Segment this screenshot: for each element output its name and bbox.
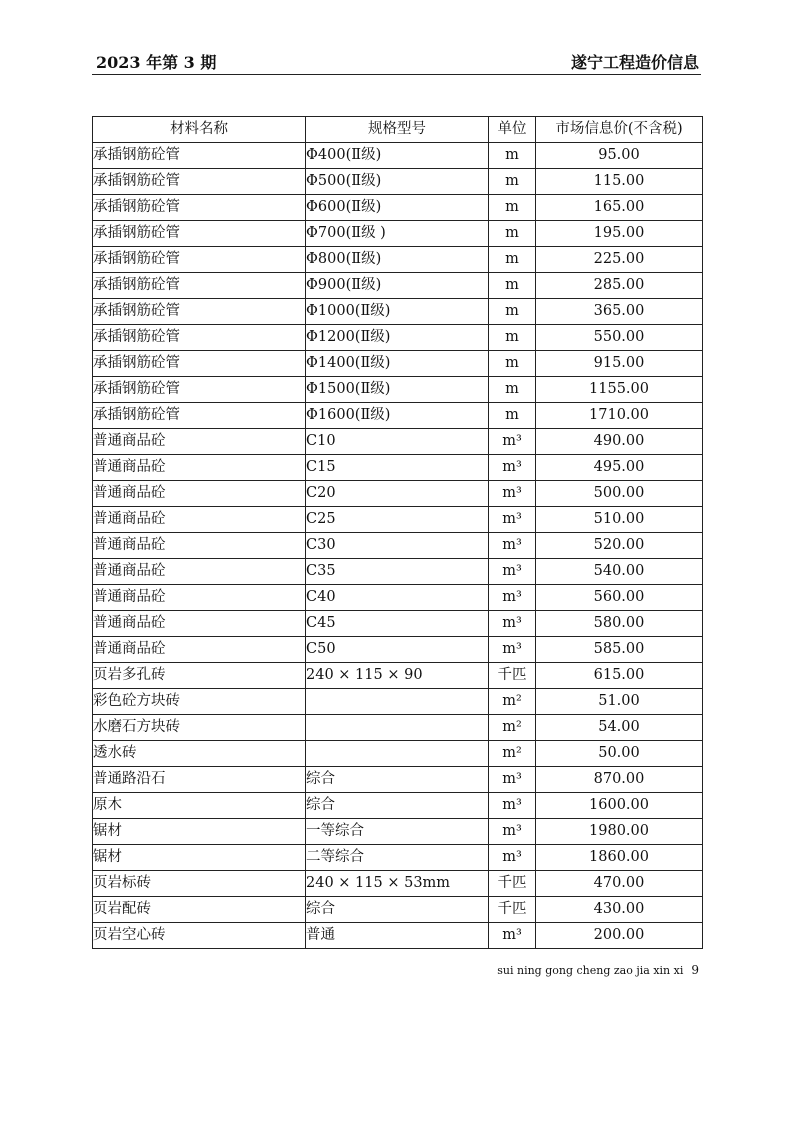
spec-cell: 二等综合 [306,845,489,871]
spec-cell: C30 [306,533,489,559]
spec-cell: Φ900(Ⅱ级) [306,273,489,299]
material-name-cell: 承插钢筋砼管 [93,351,306,377]
material-name-cell: 普通商品砼 [93,429,306,455]
publication-title: 遂宁工程造价信息 [570,53,699,72]
spec-cell: Φ700(Ⅱ级 ) [306,221,489,247]
unit-cell: m² [489,741,536,767]
unit-cell: m [489,299,536,325]
table-row [93,611,703,637]
unit-cell: m [489,403,536,429]
unit-cell: 千匹 [489,663,536,689]
price-cell: 540.00 [536,559,703,585]
price-cell: 365.00 [536,299,703,325]
unit-cell: m³ [489,845,536,871]
spec-cell: Φ1400(Ⅱ级) [306,351,489,377]
table-row [93,715,703,741]
spec-cell [306,741,489,767]
material-name-cell: 承插钢筋砼管 [93,377,306,403]
spec-cell: 普通 [306,923,489,949]
material-name-cell: 普通商品砼 [93,611,306,637]
price-cell: 550.00 [536,325,703,351]
table-header-row [93,117,703,143]
material-name-cell: 页岩标砖 [93,871,306,897]
price-cell: 95.00 [536,143,703,169]
unit-cell: m³ [489,767,536,793]
spec-cell: Φ1200(Ⅱ级) [306,325,489,351]
table-row [93,741,703,767]
price-cell: 225.00 [536,247,703,273]
unit-cell: m [489,221,536,247]
spec-cell: C20 [306,481,489,507]
spec-cell: 240 × 115 × 90 [306,663,489,689]
price-cell: 54.00 [536,715,703,741]
material-name-cell: 承插钢筋砼管 [93,247,306,273]
column-header-material: 材料名称 [93,117,306,143]
header-divider [92,74,701,75]
price-cell: 915.00 [536,351,703,377]
table-row [93,143,703,169]
material-name-cell: 锯材 [93,845,306,871]
material-name-cell: 承插钢筋砼管 [93,299,306,325]
table-row [93,793,703,819]
price-cell: 285.00 [536,273,703,299]
material-name-cell: 普通路沿石 [93,767,306,793]
material-name-cell: 普通商品砼 [93,507,306,533]
unit-cell: 千匹 [489,897,536,923]
spec-cell: C45 [306,611,489,637]
price-cell: 1155.00 [536,377,703,403]
spec-cell: 一等综合 [306,819,489,845]
table-row [93,429,703,455]
spec-cell [306,689,489,715]
material-name-cell: 页岩多孔砖 [93,663,306,689]
price-cell: 50.00 [536,741,703,767]
table-row [93,273,703,299]
table-row [93,871,703,897]
price-cell: 1600.00 [536,793,703,819]
unit-cell: m³ [489,429,536,455]
unit-cell: m [489,195,536,221]
unit-cell: m³ [489,637,536,663]
price-cell: 615.00 [536,663,703,689]
spec-cell: Φ600(Ⅱ级) [306,195,489,221]
unit-cell: m [489,247,536,273]
price-cell: 490.00 [536,429,703,455]
unit-cell: m³ [489,481,536,507]
table-row [93,377,703,403]
material-name-cell: 承插钢筋砼管 [93,221,306,247]
price-table [92,116,703,949]
column-header-price: 市场信息价(不含税) [536,117,703,143]
material-name-cell: 页岩配砖 [93,897,306,923]
price-cell: 585.00 [536,637,703,663]
table-row [93,507,703,533]
column-header-spec: 规格型号 [306,117,489,143]
table-row [93,689,703,715]
price-cell: 430.00 [536,897,703,923]
spec-cell: C10 [306,429,489,455]
unit-cell: m³ [489,533,536,559]
price-cell: 520.00 [536,533,703,559]
table-row [93,663,703,689]
spec-cell: 综合 [306,897,489,923]
unit-cell: m [489,143,536,169]
price-cell: 1710.00 [536,403,703,429]
page-footer [497,963,699,977]
spec-cell: C50 [306,637,489,663]
table-row [93,923,703,949]
price-cell: 510.00 [536,507,703,533]
footer-pinyin: sui ning gong cheng zao jia xin xi [497,964,684,977]
price-cell: 51.00 [536,689,703,715]
table-body [93,143,703,949]
unit-cell: m [489,325,536,351]
column-header-unit: 单位 [489,117,536,143]
unit-cell: 千匹 [489,871,536,897]
table-row [93,169,703,195]
price-cell: 1980.00 [536,819,703,845]
unit-cell: m [489,169,536,195]
table-row [93,767,703,793]
spec-cell: Φ1600(Ⅱ级) [306,403,489,429]
material-name-cell: 普通商品砼 [93,637,306,663]
material-name-cell: 水磨石方块砖 [93,715,306,741]
table-row [93,897,703,923]
price-cell: 165.00 [536,195,703,221]
page-number: 9 [691,963,699,977]
unit-cell: m³ [489,611,536,637]
spec-cell: Φ800(Ⅱ级) [306,247,489,273]
price-cell: 470.00 [536,871,703,897]
material-name-cell: 页岩空心砖 [93,923,306,949]
table-row [93,585,703,611]
price-cell: 870.00 [536,767,703,793]
material-name-cell: 承插钢筋砼管 [93,195,306,221]
unit-cell: m³ [489,793,536,819]
unit-cell: m³ [489,585,536,611]
spec-cell: C15 [306,455,489,481]
table-row [93,637,703,663]
table-row [93,403,703,429]
table-row [93,455,703,481]
unit-cell: m³ [489,455,536,481]
spec-cell: 综合 [306,793,489,819]
table-row [93,195,703,221]
table-row [93,481,703,507]
price-cell: 495.00 [536,455,703,481]
spec-cell: 240 × 115 × 53mm [306,871,489,897]
unit-cell: m³ [489,923,536,949]
material-name-cell: 原木 [93,793,306,819]
material-name-cell: 承插钢筋砼管 [93,325,306,351]
issue-label: 2023 年第 3 期 [96,53,217,72]
spec-cell: Φ500(Ⅱ级) [306,169,489,195]
unit-cell: m [489,351,536,377]
unit-cell: m³ [489,559,536,585]
material-name-cell: 普通商品砼 [93,481,306,507]
spec-cell: 综合 [306,767,489,793]
unit-cell: m [489,273,536,299]
table-row [93,325,703,351]
table-row [93,299,703,325]
unit-cell: m [489,377,536,403]
price-cell: 500.00 [536,481,703,507]
material-name-cell: 普通商品砼 [93,455,306,481]
price-cell: 580.00 [536,611,703,637]
unit-cell: m³ [489,507,536,533]
material-name-cell: 承插钢筋砼管 [93,143,306,169]
table-row [93,351,703,377]
table-row [93,819,703,845]
price-cell: 115.00 [536,169,703,195]
price-cell: 560.00 [536,585,703,611]
spec-cell: C35 [306,559,489,585]
spec-cell [306,715,489,741]
unit-cell: m³ [489,819,536,845]
spec-cell: C40 [306,585,489,611]
table-row [93,559,703,585]
material-name-cell: 普通商品砼 [93,559,306,585]
material-name-cell: 普通商品砼 [93,533,306,559]
price-cell: 195.00 [536,221,703,247]
price-cell: 200.00 [536,923,703,949]
unit-cell: m² [489,689,536,715]
unit-cell: m² [489,715,536,741]
material-name-cell: 锯材 [93,819,306,845]
table-row [93,533,703,559]
material-name-cell: 彩色砼方块砖 [93,689,306,715]
table-row [93,221,703,247]
spec-cell: Φ1500(Ⅱ级) [306,377,489,403]
spec-cell: Φ400(Ⅱ级) [306,143,489,169]
price-cell: 1860.00 [536,845,703,871]
table-row [93,247,703,273]
spec-cell: C25 [306,507,489,533]
material-name-cell: 透水砖 [93,741,306,767]
table-row [93,845,703,871]
material-name-cell: 承插钢筋砼管 [93,403,306,429]
spec-cell: Φ1000(Ⅱ级) [306,299,489,325]
material-name-cell: 承插钢筋砼管 [93,169,306,195]
material-name-cell: 普通商品砼 [93,585,306,611]
material-name-cell: 承插钢筋砼管 [93,273,306,299]
